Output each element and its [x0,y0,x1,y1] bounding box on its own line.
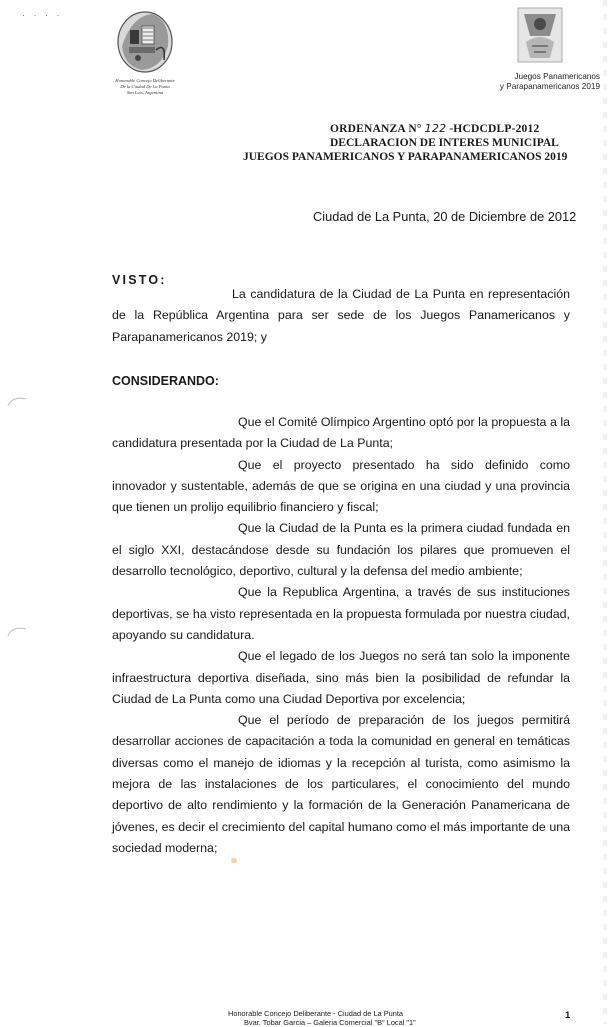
considerando-paragraph: Que la Republica Argentina, a través de sus instituciones deportivas, se ha visto representada en la propuesta formulada por nuestra ciudad, apoyando su candidatura. [112,585,570,642]
footer-address: Bvar. Tobar Garcia – Galeria Comercial "B" Local "1" [244,1018,416,1027]
council-seal-caption [100,78,190,96]
scan-speck: · · · · [22,10,63,20]
caption-line: De la Ciudad De La Punta [120,84,170,89]
considerando-body [112,412,570,859]
date-line: Ciudad de La Punta, 20 de Diciembre de 2012 [313,209,577,224]
considerando-paragraph: Que el proyecto presentado ha sido definido como innovador y sustentable, además de que se origina en una ciudad y una provincia que tienen un prolijo equilibrio financiero y fiscal; [112,457,570,515]
considerando-paragraph: Que el legado de los Juegos no será tan solo la imponente infraestructura deportiva diseñada, sino más bien la posibilidad de refundar la Ciudad de La Punta como una Ciudad Deportiva por excelencia; [112,649,570,706]
ordinance-subject: JUEGOS PANAMERICANOS Y PARAPANAMERICANOS 2019 [243,151,568,163]
games-emblem-logo [516,6,564,66]
page-number: 1 [565,1010,571,1021]
ordinance-number-line [330,122,539,135]
visto-heading: VISTO: [112,273,167,287]
caption-line: y Parapanamericanos 2019 [499,82,600,91]
ordinance-prefix: ORDENANZA N° [330,123,422,135]
caption-line: Honorable Concejo Deliberante [115,78,175,83]
punch-hole-mark [6,394,32,413]
caption-line: Juegos Panamericanos [514,72,600,81]
ordinance-suffix: -HCDCDLP-2012 [449,123,540,135]
scan-stain [231,858,237,863]
considerando-paragraph: Que la Ciudad de la Punta es la primera ciudad fundada en el siglo XXI, destacándose desde su fundación los pilares que promueven el desarrollo tecnológico, deportivo, cultural y la defensa del medio ambiente; [112,521,570,579]
visto-paragraph: La candidatura de la Ciudad de La Punta en representación de la República Argentina para ser sede de los Juegos Panamericanos y Parapanamericanos 2019; y [112,287,570,344]
ordinance-number: 122 [424,122,447,135]
council-seal-logo [112,6,178,76]
considerando-paragraph: Que el período de preparación de los juegos permitirá desarrollar acciones de capacitación a toda la comunidad en general en temáticas diversas como el manejo de idiomas y la recepción al turista, como asimismo la mejora de las instalaciones de los particulares, el conocimiento del mundo deportivo de alto rendimiento y la formación de la Generación Panamericana de jóvenes, es decir el crecimiento del capital humano como el más importante de una sociedad moderna; [112,713,570,855]
games-emblem-caption [480,72,600,92]
considerando-heading: CONSIDERANDO: [112,374,219,388]
caption-line: San Luis, Argentina [126,90,164,95]
scan-edge-shadow [603,0,607,1024]
footer-institution: Honorable Concejo Deliberante - Ciudad de La Punta [228,1009,404,1018]
punch-hole-mark [6,624,32,643]
considerando-paragraph: Que el Comité Olímpico Argentino optó por la propuesta a la candidatura presentada por la Ciudad de La Punta; [112,415,570,451]
ordinance-declaration: DECLARACION DE INTERES MUNICIPAL [330,137,559,149]
